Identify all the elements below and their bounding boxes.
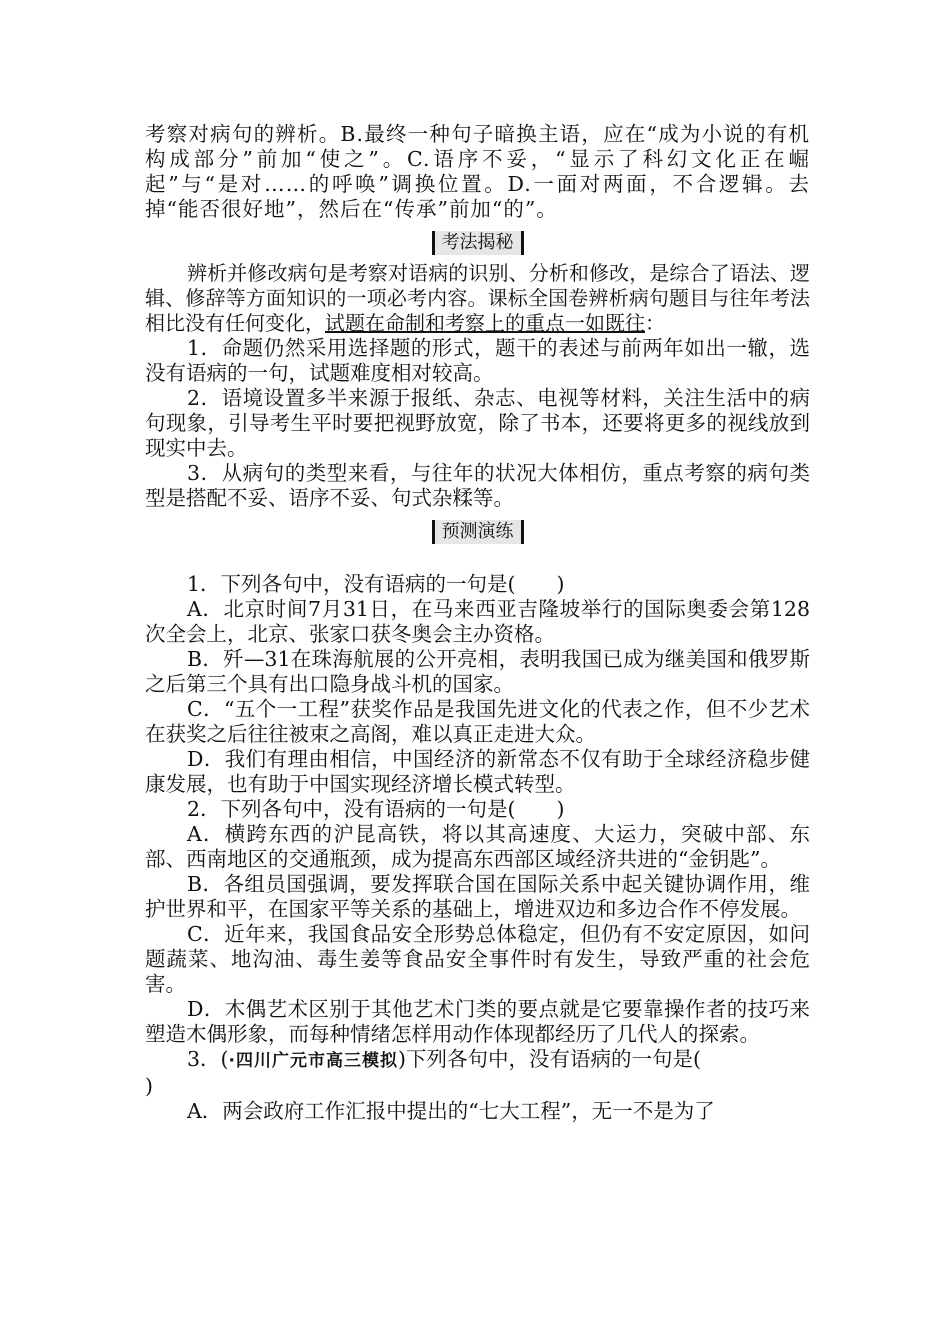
q3-stem-end: ) <box>145 1074 153 1098</box>
q1-option-c: C．“五个一工程”获奖作品是我国先进文化的代表之作，但不少艺术在获奖之后往往被束之高阁，难以真正走进大众。 <box>145 697 810 746</box>
q1-option-a: A．北京时间7月31日，在马来西亚吉隆坡举行的国际奥委会第128次全会上，北京、张家口获冬奥会主办资格。 <box>145 597 810 646</box>
q3-stem <box>145 1047 810 1099</box>
q2-option-d: D．木偶艺术区别于其他艺术门类的要点就是它要靠操作者的技巧来塑造木偶形象，而每种情绪怎样用动作体现都经历了几代人的探索。 <box>145 997 810 1046</box>
section-header-wrap <box>145 229 810 255</box>
q2-option-b: B．各组员国强调，要发挥联合国在国际关系中起关键协调作用，维护世界和平，在国家平等关系的基础上，增进双边和多边合作不停发展。 <box>145 872 810 921</box>
q1-option-d: D．我们有理由相信，中国经济的新常态不仅有助于全球经济稳步健康发展，也有助于中国实现经济增长模式转型。 <box>145 747 810 796</box>
point-3: 3．从病句的类型来看，与往年的状况大体相仿，重点考察的病句类型是搭配不妥、语序不妥、句式杂糅等。 <box>145 461 810 510</box>
point-1: 1．命题仍然采用选择题的形式，题干的表述与前两年如出一辙，选没有语病的一句，试题难度相对较高。 <box>145 336 810 385</box>
q2-option-c: C．近年来，我国食品安全形势总体稳定，但仍有不安定原因，如问题蔬菜、地沟油、毒生姜等食品安全事件时有发生，导致严重的社会危害。 <box>145 922 810 996</box>
q2-option-a: A．横跨东西的沪昆高铁，将以其高速度、大运力，突破中部、东部、西南地区的交通瓶颈，成为提高东西部区域经济共进的“金钥匙”。 <box>145 822 810 871</box>
section1-intro <box>145 261 810 336</box>
q3-num: 3．( <box>187 1047 229 1071</box>
q3-stem-text: )下列各句中，没有语病的一句是( <box>398 1047 702 1071</box>
intro-text: 辨析并修改病句是考察对语病的识别、分析和修改，是综合了语法、逻辑、修辞等方面知识的一项必考内容。课标全国卷辨析病句题目与往年考法相比没有任何变化， <box>145 261 810 335</box>
intro-underlined: 试题在命制和考察上的重点一如既往 <box>325 311 645 335</box>
top-explanation: 考察对病句的辨析。B.最终一种句子暗换主语，应在“成为小说的有机构成部分”前加“使之”。C.语序不妥，“显示了科幻文化正在崛起”与“是对……的呼唤”调换位置。D.一面对两面，不合逻辑。去掉“能否很好地”，然后在“传承”前加“的”。 <box>145 122 810 221</box>
q2-stem: 2．下列各句中，没有语病的一句是( ) <box>187 797 565 821</box>
spacer <box>145 550 810 572</box>
q1-option-b: B．歼—31在珠海航展的公开亮相，表明我国已成为继美国和俄罗斯之后第三个具有出口隐身战斗机的国家。 <box>145 647 810 696</box>
intro-colon: ： <box>645 311 665 335</box>
section-title-kaofa: 考法揭秘 <box>432 231 524 255</box>
q1-stem: 1．下列各句中，没有语病的一句是( ) <box>187 572 565 596</box>
q3-option-a: A．两会政府工作汇报中提出的“七大工程”，无一不是为了 <box>187 1099 715 1123</box>
document-page <box>145 122 810 1124</box>
q3-source: ·四川广元市高三模拟 <box>228 1051 399 1071</box>
point-2: 2．语境设置多半来源于报纸、杂志、电视等材料，关注生活中的病句现象，引导考生平时要把视野放宽，除了书本，还要将更多的视线放到现实中去。 <box>145 386 810 460</box>
section-header-wrap-2 <box>145 518 810 544</box>
section-title-yuce: 预测演练 <box>432 520 524 544</box>
